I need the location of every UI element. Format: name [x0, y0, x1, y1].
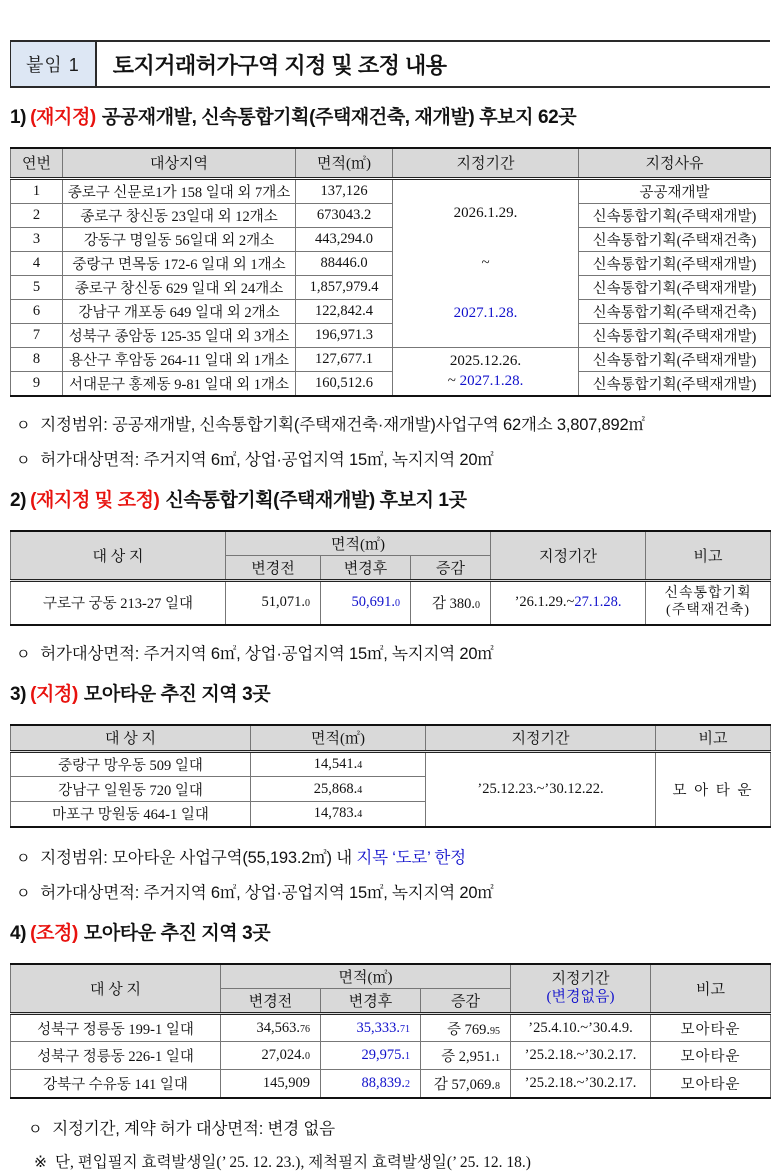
col-header-note: 비고 [651, 964, 771, 1014]
cell-period: ’25.2.18.~’30.2.17. [511, 1042, 651, 1070]
cell-after: 35,333.71 [321, 1014, 421, 1042]
col-header-period [511, 964, 651, 1014]
footnote-mark: ※ [34, 1153, 47, 1171]
bullet-no-change [28, 1115, 770, 1139]
col-header-note: 비고 [656, 725, 771, 752]
col-header-size: 면적(㎡) [251, 725, 426, 752]
cell-before: 51,071.0 [226, 581, 321, 625]
cell-size: 14,541.4 [251, 752, 426, 777]
cell-no: 9 [11, 371, 63, 396]
cell-reason: 신속통합기획(주택재개발) [579, 323, 771, 347]
period-head-line1: 지정기간 [551, 970, 610, 987]
cell-size: 196,971.3 [296, 323, 393, 347]
cell-no: 4 [11, 251, 63, 275]
bullet-text-highlight: 지목 ‘도로’ 한정 [356, 848, 466, 867]
period-tilde: ~ [447, 372, 460, 389]
cell-reason: 신속통합기획(주택재개발) [579, 275, 771, 299]
attachment-badge: 붙임 1 [11, 42, 97, 86]
table-row [11, 371, 771, 396]
period-from: 2026.1.29. [453, 204, 518, 221]
cell-note: 모 아 타 운 [656, 752, 771, 827]
col-header-area: 대상지역 [63, 148, 296, 178]
cell-reason: 공공재개발 [579, 178, 771, 203]
doc-header [10, 40, 770, 88]
cell-reason: 신속통합기획(주택재건축) [579, 299, 771, 323]
bullet-designation-scope [16, 411, 770, 435]
bullet-mark: ㅇ [16, 451, 31, 469]
col-header-period: 지정기간 [426, 725, 656, 752]
cell-area: 용산구 후암동 264-11 일대 외 1개소 [63, 347, 296, 371]
bullet-mark: ㅇ [16, 645, 31, 663]
bullet-mark: ㅇ [16, 416, 31, 434]
note-line1: 신속통합기획 [664, 585, 752, 601]
bullet-text-prefix: 지정범위: 모아타운 사업구역(55,193.2㎡) 내 [40, 848, 357, 867]
period-blue: 27.1.28. [574, 594, 622, 611]
section-1-title: 공공재개발, 신속통합기획(주택재건축, 재개발) 후보지 62곳 [101, 107, 577, 128]
section-3-tag: (지정) [30, 683, 78, 705]
cell-site: 성북구 정릉동 199-1 일대 [11, 1014, 221, 1042]
cell-period [491, 581, 646, 625]
section-1-heading [10, 102, 770, 129]
section-3-heading [10, 679, 770, 706]
table-row [11, 323, 771, 347]
cell-site: 중랑구 망우동 509 일대 [11, 752, 251, 777]
bullet-mark: ㅇ [16, 884, 31, 902]
period-to: 2027.1.28. [453, 304, 518, 321]
cell-period-group1 [393, 178, 579, 347]
cell-area: 성북구 종암동 125-35 일대 외 3개소 [63, 323, 296, 347]
cell-size: 160,512.6 [296, 371, 393, 396]
cell-period: ’25.12.23.~’30.12.22. [426, 752, 656, 827]
cell-delta: 증 2,951.1 [421, 1042, 511, 1070]
bullet-text: 지정범위: 공공재개발, 신속통합기획(주택재건축·재개발)사업구역 62개소 3,807,892㎡ [40, 415, 645, 434]
cell-area: 종로구 창신동 629 일대 외 24개소 [63, 275, 296, 299]
table-redesignation-candidates [10, 147, 771, 397]
cell-no: 5 [11, 275, 63, 299]
col-header-delta: 증감 [411, 556, 491, 581]
bullet-text: 허가대상면적: 주거지역 6㎡, 상업·공업지역 15㎡, 녹지지역 20㎡ [40, 883, 494, 902]
cell-no: 1 [11, 178, 63, 203]
col-header-note: 비고 [646, 531, 771, 581]
cell-reason: 신속통합기획(주택재개발) [579, 347, 771, 371]
period-black: ’26.1.29.~ [514, 594, 575, 611]
cell-size: 137,126 [296, 178, 393, 203]
cell-before: 145,909 [221, 1070, 321, 1098]
table-row [11, 752, 771, 777]
cell-note: 모아타운 [651, 1042, 771, 1070]
bullet-permit-area [16, 640, 770, 664]
cell-site: 강남구 일원동 720 일대 [11, 777, 251, 802]
section-1-tag: (재지정) [30, 107, 96, 128]
cell-size: 1,857,979.4 [296, 275, 393, 299]
table-moa-town-designation [10, 724, 771, 828]
col-header-after: 변경후 [321, 989, 421, 1014]
cell-delta: 증 769.95 [421, 1014, 511, 1042]
bullet-text: 허가대상면적: 주거지역 6㎡, 상업·공업지역 15㎡, 녹지지역 20㎡ [40, 450, 494, 469]
cell-size: 88446.0 [296, 251, 393, 275]
cell-no: 3 [11, 227, 63, 251]
col-header-delta: 증감 [421, 989, 511, 1014]
col-header-site: 대 상 지 [11, 964, 221, 1014]
cell-no: 6 [11, 299, 63, 323]
table-header-row [11, 148, 771, 178]
period-from: 2025.12.26. [449, 352, 522, 369]
period-head-line2: (변경없음) [546, 989, 615, 1006]
bullet-mark: ㅇ [28, 1120, 43, 1138]
table-row [11, 227, 771, 251]
col-header-size-group: 면적(㎡) [226, 531, 491, 556]
table-row [11, 1014, 771, 1042]
cell-size: 122,842.4 [296, 299, 393, 323]
cell-no: 7 [11, 323, 63, 347]
cell-before: 27,024.0 [221, 1042, 321, 1070]
col-header-size: 면적(㎡) [296, 148, 393, 178]
table-row [11, 178, 771, 203]
cell-area: 중랑구 면목동 172-6 일대 외 1개소 [63, 251, 296, 275]
table-row [11, 251, 771, 275]
col-header-before: 변경전 [221, 989, 321, 1014]
bullet-permit-area [16, 879, 770, 903]
cell-area: 강남구 개포동 649 일대 외 2개소 [63, 299, 296, 323]
cell-delta: 감 57,069.8 [421, 1070, 511, 1098]
cell-after: 50,691.0 [321, 581, 411, 625]
bullet-text: 지정기간, 계약 허가 대상면적: 변경 없음 [52, 1119, 335, 1138]
cell-site: 강북구 수유동 141 일대 [11, 1070, 221, 1098]
section-2-title: 신속통합기획(주택재개발) 후보지 1곳 [165, 489, 467, 511]
section-4-tag: (조정) [30, 922, 78, 944]
table-row [11, 275, 771, 299]
cell-reason: 신속통합기획(주택재개발) [579, 203, 771, 227]
cell-size: 14,783.4 [251, 802, 426, 827]
table-row [11, 581, 771, 625]
col-header-period: 지정기간 [393, 148, 579, 178]
section-4-title: 모아타운 추진 지역 3곳 [83, 922, 271, 944]
cell-area: 종로구 창신동 23일대 외 12개소 [63, 203, 296, 227]
section-4-heading [10, 918, 770, 945]
bullet-permit-area [16, 446, 770, 470]
cell-size: 443,294.0 [296, 227, 393, 251]
cell-delta: 감 380.0 [411, 581, 491, 625]
cell-reason: 신속통합기획(주택재건축) [579, 227, 771, 251]
col-header-after: 변경후 [321, 556, 411, 581]
period-to-line [397, 373, 574, 390]
cell-after: 88,839.2 [321, 1070, 421, 1098]
col-header-period: 지정기간 [491, 531, 646, 581]
doc-title: 토지거래허가구역 지정 및 조정 내용 [112, 52, 447, 78]
table-speedy-integration-plan [10, 530, 771, 626]
cell-area: 강동구 명일동 56일대 외 2개소 [63, 227, 296, 251]
table-header-row [11, 531, 771, 556]
table-header-row [11, 964, 771, 989]
col-header-site: 대 상 지 [11, 531, 226, 581]
cell-area: 종로구 신문로1가 158 일대 외 7개소 [63, 178, 296, 203]
section-2-number: 2) [10, 489, 27, 511]
col-header-before: 변경전 [226, 556, 321, 581]
col-header-site: 대 상 지 [11, 725, 251, 752]
section-1-number: 1) [10, 107, 27, 128]
cell-reason: 신속통합기획(주택재개발) [579, 251, 771, 275]
footnote-effective-dates [34, 1150, 770, 1172]
bullet-mark: ㅇ [16, 849, 31, 867]
section-2-heading [10, 485, 770, 512]
cell-period-group2 [393, 347, 579, 396]
cell-size: 127,677.1 [296, 347, 393, 371]
cell-area: 서대문구 홍제동 9-81 일대 외 1개소 [63, 371, 296, 396]
table-row [11, 299, 771, 323]
cell-period: ’25.4.10.~’30.4.9. [511, 1014, 651, 1042]
cell-after: 29,975.1 [321, 1042, 421, 1070]
note-line2: (주택재건축) [666, 602, 750, 618]
cell-period: ’25.2.18.~’30.2.17. [511, 1070, 651, 1098]
cell-site: 구로구 궁동 213-27 일대 [11, 581, 226, 625]
cell-site: 마포구 망원동 464-1 일대 [11, 802, 251, 827]
table-row [11, 1070, 771, 1098]
cell-before: 34,563.76 [221, 1014, 321, 1042]
table-moa-town-adjustment [10, 963, 771, 1099]
col-header-no: 연번 [11, 148, 63, 178]
cell-reason: 신속통합기획(주택재개발) [579, 371, 771, 396]
cell-no: 2 [11, 203, 63, 227]
table-row [11, 347, 771, 371]
bullet-text: 허가대상면적: 주거지역 6㎡, 상업·공업지역 15㎡, 녹지지역 20㎡ [40, 644, 494, 663]
bullet-designation-scope [16, 844, 770, 868]
cell-no: 8 [11, 347, 63, 371]
period-to: 2027.1.28. [459, 372, 524, 389]
cell-size: 25,868.4 [251, 777, 426, 802]
col-header-reason: 지정사유 [579, 148, 771, 178]
cell-note: 모아타운 [651, 1070, 771, 1098]
cell-size: 673043.2 [296, 203, 393, 227]
table-header-row [11, 725, 771, 752]
table-row [11, 203, 771, 227]
cell-site: 성북구 정릉동 226-1 일대 [11, 1042, 221, 1070]
section-3-number: 3) [10, 683, 27, 705]
cell-note [646, 581, 771, 625]
period-tilde: ~ [481, 254, 490, 271]
footnote-text: 단, 편입필지 효력발생일(’ 25. 12. 23.), 제척필지 효력발생일(’ 25. 12. 18.) [55, 1153, 531, 1171]
col-header-size-group: 면적(㎡) [221, 964, 511, 989]
section-2-tag: (재지정 및 조정) [30, 489, 160, 511]
section-3-title: 모아타운 추진 지역 3곳 [83, 683, 271, 705]
cell-note: 모아타운 [651, 1014, 771, 1042]
section-4-number: 4) [10, 922, 27, 944]
table-row [11, 1042, 771, 1070]
